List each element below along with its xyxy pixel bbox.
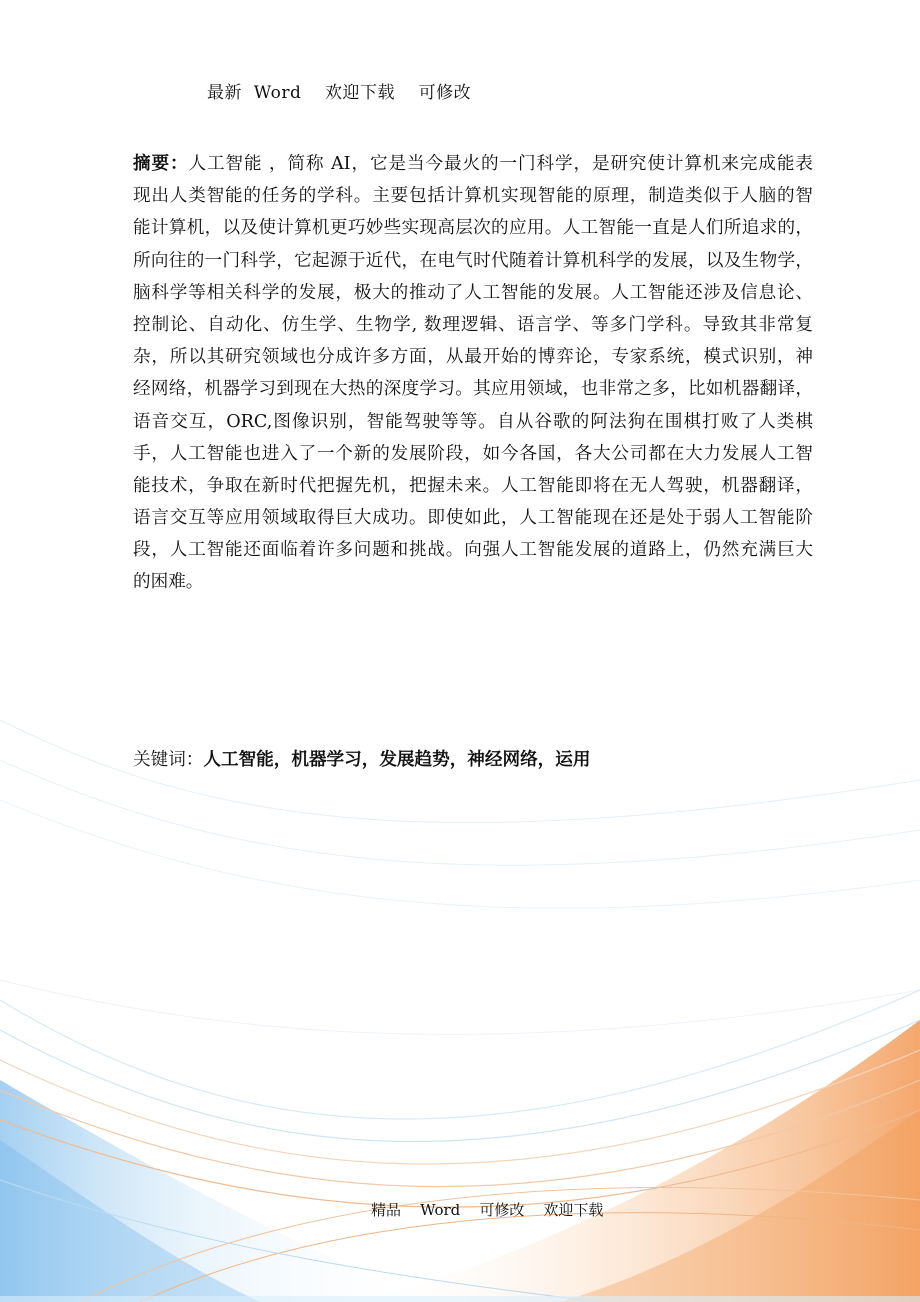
keywords-line bbox=[133, 744, 590, 776]
abstract-line: 杂，所以其研究领域也分成许多方面，从最开始的博弈论，专家系统，模式识别，神 bbox=[133, 347, 813, 368]
abstract-line: 现出人类智能的任务的学科。主要包括计算机实现智能的原理，制造类似于人脑的智 bbox=[133, 186, 813, 207]
abstract-line: 语音交互，ORC,图像识别，智能驾驶等等。自从谷歌的阿法狗在围棋打败了人类棋 bbox=[133, 411, 813, 432]
abstract-line: 经网络，机器学习到现在大热的深度学习。其应用领域，也非常之多，比如机器翻译， bbox=[133, 379, 813, 400]
abstract-paragraph bbox=[133, 148, 813, 599]
abstract-line: 的困难。 bbox=[133, 572, 204, 593]
abstract-line: 脑科学等相关科学的发展，极大的推动了人工智能的发展。人工智能还涉及信息论、 bbox=[133, 282, 813, 303]
page-footer: 精品 Word 可修改 欢迎下载 bbox=[371, 1201, 604, 1219]
abstract-line: 能计算机，以及使计算机更巧妙些实现高层次的应用。人工智能一直是人们所追求的， bbox=[133, 218, 813, 239]
abstract-line: 控制论、自动化、仿生学、生物学, 数理逻辑、语言学、等多门学科。导致其非常复 bbox=[133, 314, 813, 335]
abstract-line: 手，人工智能也进入了一个新的发展阶段，如今各国，各大公司都在大力发展人工智 bbox=[133, 443, 813, 464]
abstract-line: 段，人工智能还面临着许多问题和挑战。向强人工智能发展的道路上，仍然充满巨大 bbox=[133, 540, 813, 561]
abstract-line: 能技术，争取在新时代把握先机，把握未来。人工智能即将在无人驾驶，机器翻译， bbox=[133, 475, 813, 496]
abstract-line: 语言交互等应用领域取得巨大成功。即使如此，人工智能现在还是处于弱人工智能阶 bbox=[133, 508, 813, 529]
abstract-label: 摘要： bbox=[133, 153, 189, 174]
abstract-line-text: 人工智能 ，简称 AI，它是当今最火的一门科学，是研究使计算机来完成能表 bbox=[188, 154, 813, 174]
abstract-line: 所向往的一门科学，它起源于近代，在电气时代随着计算机科学的发展，以及生物学， bbox=[133, 250, 813, 271]
keywords-value: 人工智能，机器学习，发展趋势，神经网络，运用 bbox=[203, 749, 591, 770]
abstract-line bbox=[133, 148, 813, 180]
page-header: 最新 Word 欢迎下载 可修改 bbox=[207, 83, 472, 103]
keywords-label: 关键词： bbox=[133, 750, 204, 770]
